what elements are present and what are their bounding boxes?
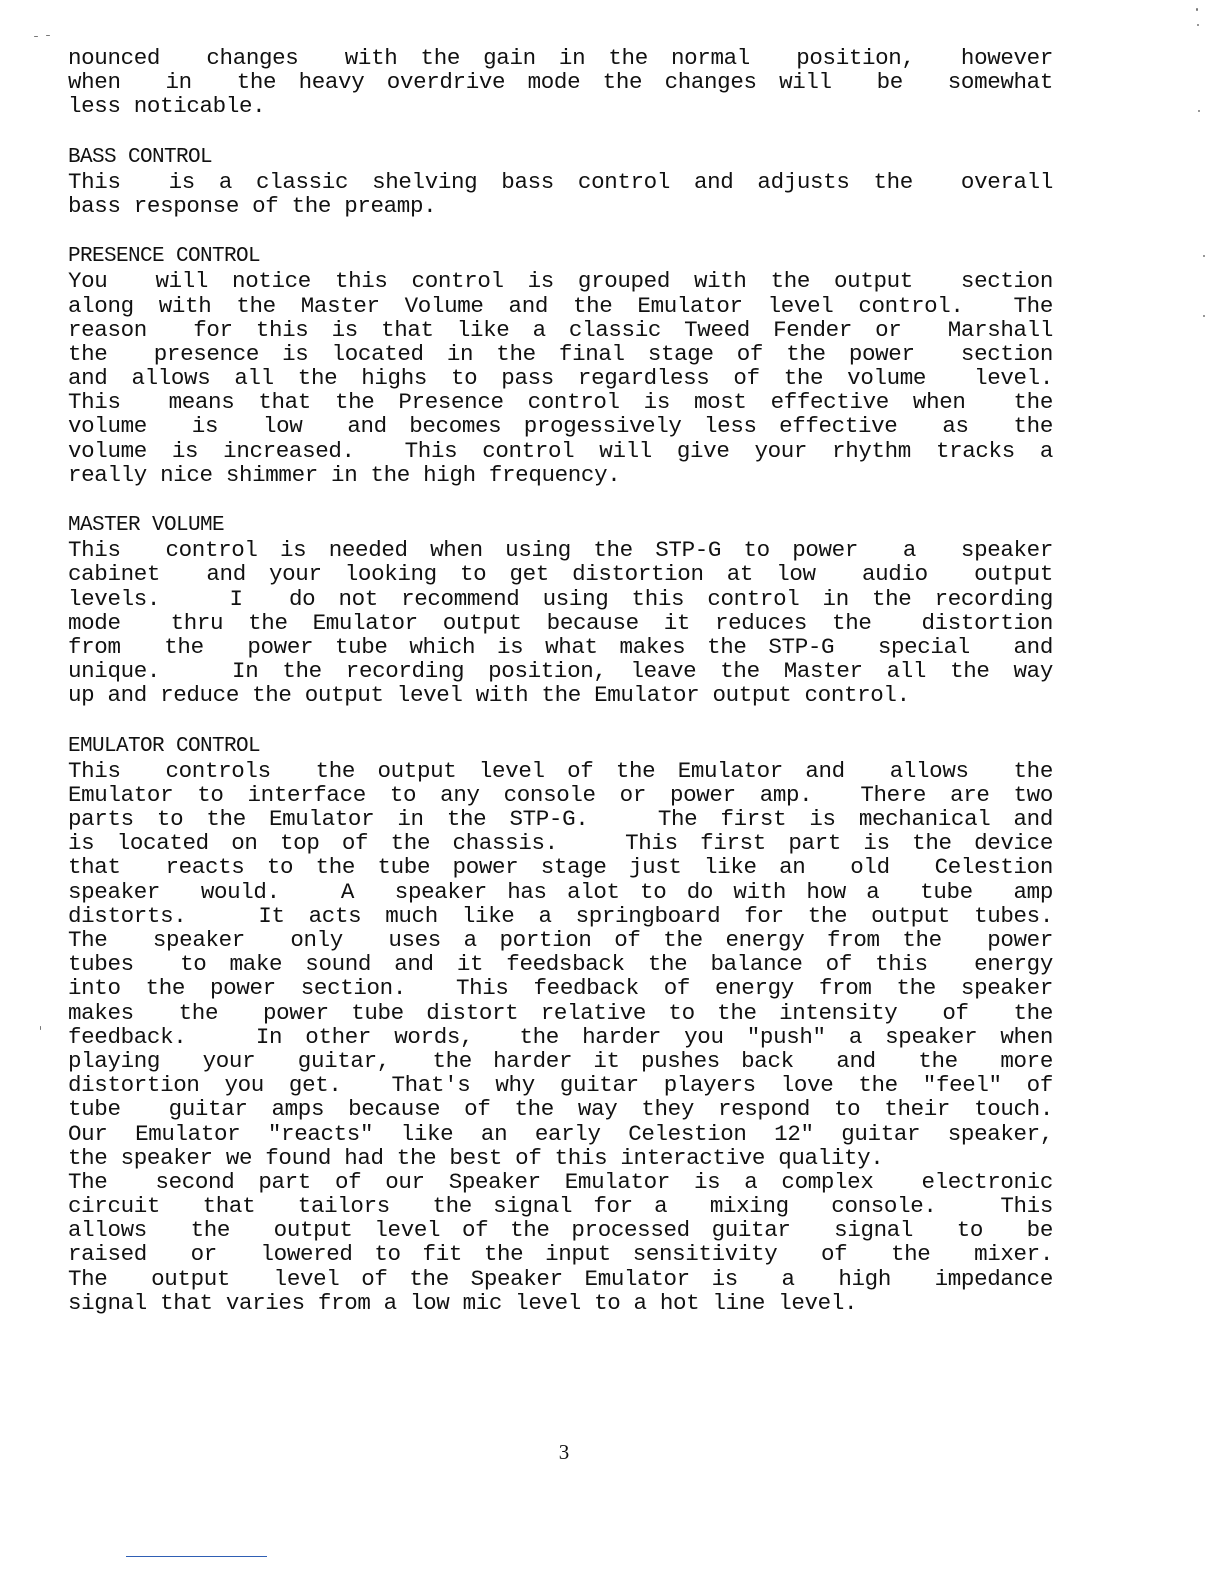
master-volume-line: mode thru the Emulator output because it reduces the distortion: [68, 609, 1053, 636]
emulator-control-line: allows the output level of the processed guitar signal to be: [68, 1217, 1053, 1244]
master-volume-line: levels. I do not recommend using this control in the recording: [68, 585, 1053, 612]
master-volume-line: from the power tube which is what makes the STP-G special and: [68, 633, 1053, 660]
section-heading-presence-control: PRESENCE CONTROL: [68, 245, 261, 269]
presence-control-line: volume is low and becomes progessively less effective as the: [68, 413, 1053, 440]
emulator-control-line: raised or lowered to fit the input sensitivity of the mixer.: [68, 1241, 1053, 1268]
presence-control-line: volume is increased. This control will give your rhythm tracks a: [68, 437, 1053, 464]
footer-rule: [126, 1556, 267, 1557]
scan-speck: [1196, 8, 1198, 11]
presence-control-line: along with the Master Volume and the Emulator level control. The: [68, 292, 1053, 319]
document-body: [68, 46, 1053, 1315]
emulator-control-line: circuit that tailors the signal for a mixing console. This: [68, 1193, 1053, 1220]
emulator-control-line: distorts. It acts much like a springboard for the output tubes.: [68, 902, 1053, 929]
emulator-control-line: is located on top of the chassis. This first part is the device: [68, 830, 1053, 857]
section-heading-bass-control: BASS CONTROL: [68, 145, 213, 169]
presence-control-line: This means that the Presence control is most effective when the: [68, 389, 1053, 416]
emulator-control-line: tubes to make sound and it feedsback the balance of this energy: [68, 951, 1053, 978]
master-volume-line: up and reduce the output level with the Emulator output control.: [68, 682, 910, 709]
paragraph-gap: [68, 487, 1053, 514]
paragraph-gap: [68, 119, 1053, 146]
emulator-control-line: makes the power tube distort relative to the intensity of the: [68, 999, 1053, 1026]
emulator-control-line: the speaker we found had the best of this interactive quality.: [68, 1144, 884, 1171]
emulator-control-line: The output level of the Speaker Emulator is a high impedance: [68, 1265, 1053, 1292]
emulator-control-line: signal that varies from a low mic level to a hot line level.: [68, 1289, 858, 1316]
master-volume-line: cabinet and your looking to get distortion at low audio output: [68, 561, 1053, 588]
emulator-control-line: that reacts to the tube power stage just like an old Celestion: [68, 854, 1053, 881]
page-number: 3: [558, 1440, 570, 1464]
emulator-control-line: parts to the Emulator in the STP-G. The first is mechanical and: [68, 806, 1053, 833]
scan-speck: [1197, 24, 1199, 26]
emulator-control-line: speaker would. A speaker has alot to do with how a tube amp: [68, 878, 1053, 905]
emulator-control-line: distortion you get. That's why guitar players love the "feel" of: [68, 1072, 1053, 1099]
emulator-control-line: feedback. In other words, the harder you "push" a speaker when: [68, 1023, 1053, 1050]
paragraph-gap: [68, 708, 1053, 735]
presence-control-line: reason for this is that like a classic Tweed Fender or Marshall: [68, 316, 1053, 343]
intro-line: when in the heavy overdrive mode the changes will be somewhat: [68, 69, 1053, 96]
emulator-control-line: into the power section. This feedback of energy from the speaker: [68, 975, 1053, 1002]
scan-speck: [46, 35, 50, 36]
presence-control-line: You will notice this control is grouped with the output section: [68, 268, 1053, 295]
master-volume-line: unique. In the recording position, leave the Master all the way: [68, 658, 1053, 685]
paragraph-gap: [68, 218, 1053, 245]
intro-line: nounced changes with the gain in the normal position, however: [68, 45, 1053, 71]
scan-speck: [1203, 255, 1205, 257]
emulator-control-line: Our Emulator "reacts" like an early Celestion 12" guitar speaker,: [68, 1120, 1053, 1147]
intro-line: less noticable.: [68, 93, 266, 120]
scan-speck: [34, 36, 38, 37]
section-heading-emulator-control: EMULATOR CONTROL: [68, 734, 261, 758]
emulator-control-line: tube guitar amps because of the way they respond to their touch.: [68, 1096, 1053, 1123]
emulator-control-line: playing your guitar, the harder it pushes back and the more: [68, 1047, 1053, 1074]
master-volume-line: This control is needed when using the STP-G to power a speaker: [68, 537, 1053, 564]
scan-speck: [40, 1026, 41, 1030]
emulator-control-line: This controls the output level of the Emulator and allows the: [68, 757, 1053, 784]
scan-speck: [1203, 315, 1205, 317]
scan-speck: [1198, 110, 1200, 112]
presence-control-line: the presence is located in the final stage of the power section: [68, 340, 1053, 367]
emulator-control-line: The speaker only uses a portion of the energy from the power: [68, 927, 1053, 953]
emulator-control-line: The second part of our Speaker Emulator is a complex electronic: [68, 1168, 1053, 1195]
presence-control-line: and allows all the highs to pass regardless of the volume level.: [68, 365, 1053, 392]
bass-control-line: bass response of the preamp.: [68, 192, 437, 219]
bass-control-line: This is a classic shelving bass control and adjusts the overall: [68, 168, 1053, 195]
emulator-control-line: Emulator to interface to any console or power amp. There are two: [68, 781, 1053, 808]
section-heading-master-volume: MASTER VOLUME: [68, 514, 225, 537]
presence-control-line: really nice shimmer in the high frequency.: [68, 461, 621, 488]
